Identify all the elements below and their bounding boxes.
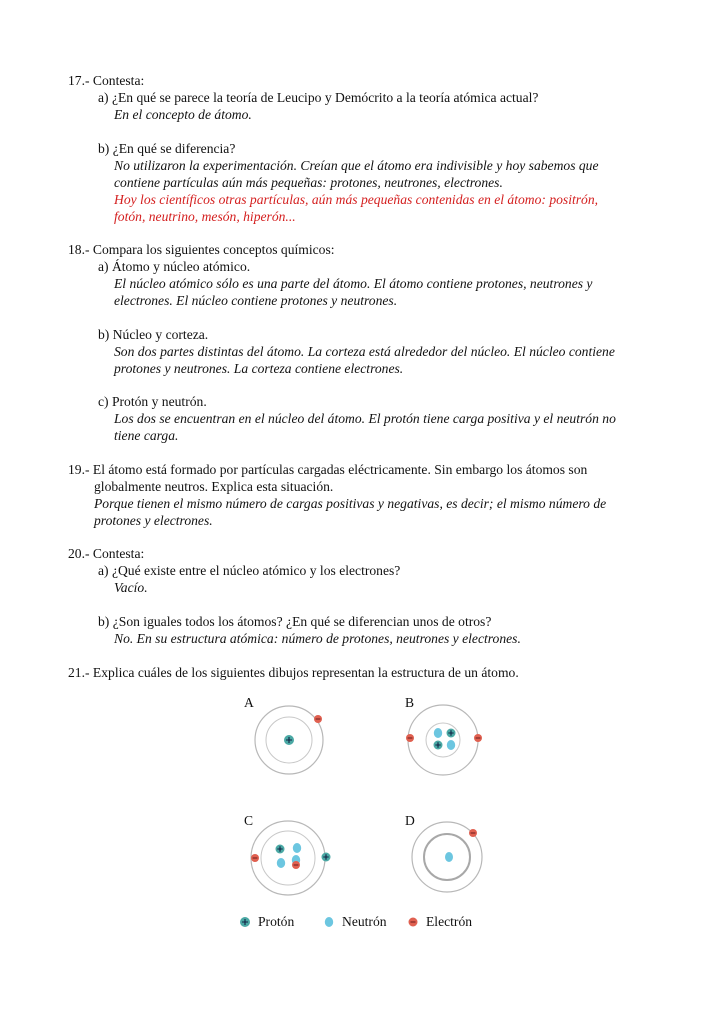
q17-b-red-answer-1: Hoy los científicos otras partículas, aún más pequeñas contenidas en el átomo: positrón, [114,192,599,207]
q19-title-2: globalmente neutros. Explica esta situación. [94,479,334,494]
neutron-icon [293,843,301,853]
proton-icon [447,729,456,738]
electron-icon [314,715,322,723]
neutron-icon [434,728,442,738]
q20-title: 20.- Contesta: [68,546,145,561]
proton-icon [238,915,252,929]
q17-b-answer-1: No utilizaron la experimentación. Creían que el átomo era indivisible y hoy sabemos que [114,158,599,173]
electron-icon [406,915,420,929]
q18-c-answer-1: Los dos se encuentran en el núcleo del átomo. El protón tiene carga positiva y el neutrón no [114,411,616,426]
q20-a-question: a) ¿Qué existe entre el núcleo atómico y los electrones? [98,563,401,578]
legend-electron-label: Electrón [426,914,473,929]
q20-a-answer: Vacío. [114,580,148,595]
atom-drawing-c [245,822,340,902]
q17-b-red-answer-2: fotón, neutrino, mesón, hiperón... [114,209,296,224]
proton-icon [284,735,294,745]
q19-title: 19.- El átomo está formado por partículas cargadas eléctricamente. Sin embargo los átomos son [68,462,588,477]
q17-title: 17.- Contesta: [68,73,145,88]
q17-b-answer-2: contiene partículas aún más pequeñas: protones, neutrones, electrones. [114,175,503,190]
electron-icon [474,734,482,742]
q19-answer-1: Porque tienen el mismo número de cargas positivas y negativas, es decir; el mismo número de [94,496,607,511]
atom-drawing-b [400,705,490,785]
q18-a-answer-1: El núcleo atómico sólo es una parte del átomo. El átomo contiene protones, neutrones y [114,276,593,291]
drawing-c-label: C [244,813,254,828]
q18-title: 18.- Compara los siguientes conceptos químicos: [68,242,335,257]
legend-proton-label: Protón [258,914,295,929]
proton-icon [434,741,443,750]
q17-b-question: b) ¿En qué se diferencia? [98,141,236,156]
q20-b-question: b) ¿Son iguales todos los átomos? ¿En qué se diferencian unos de otros? [98,614,492,629]
drawing-a-label: A [244,695,254,710]
neutron-icon [322,915,336,929]
q18-b-question: b) Núcleo y corteza. [98,327,209,342]
q17-a-question: a) ¿En qué se parece la teoría de Leucipo y Demócrito a la teoría atómica actual? [98,90,539,105]
neutron-icon [447,740,455,750]
q18-c-question: c) Protón y neutrón. [98,394,207,409]
q20-b-answer: No. En su estructura atómica: número de protones, neutrones y electrones. [114,631,521,646]
atom-drawing-d [405,822,490,902]
q18-c-answer-2: tiene carga. [114,428,179,443]
neutron-icon [277,858,285,868]
atom-drawing-a [250,705,330,785]
q18-b-answer-1: Son dos partes distintas del átomo. La corteza está alrededor del núcleo. El núcleo contiene [114,344,615,359]
q19-answer-2: protones y electrones. [94,513,213,528]
legend-proton [238,914,294,930]
legend-neutron [322,914,387,930]
drawing-b-label: B [405,695,415,710]
proton-icon [276,845,285,854]
proton-icon [322,853,331,862]
legend-electron [406,914,472,930]
q18-b-answer-2: protones y neutrones. La corteza contiene electrones. [114,361,404,376]
q17-a-answer: En el concepto de átomo. [114,107,252,122]
drawing-d-label: D [405,813,415,828]
q18-a-answer-2: electrones. El núcleo contiene protones y neutrones. [114,293,398,308]
legend-neutron-label: Neutrón [342,914,387,929]
electron-icon [406,734,414,742]
electron-icon [469,829,477,837]
electron-icon [292,861,300,869]
q21-title: 21.- Explica cuáles de los siguientes dibujos representan la estructura de un átomo. [68,665,519,680]
q18-a-question: a) Átomo y núcleo atómico. [98,259,251,274]
electron-icon [251,854,259,862]
neutron-icon [445,852,453,862]
